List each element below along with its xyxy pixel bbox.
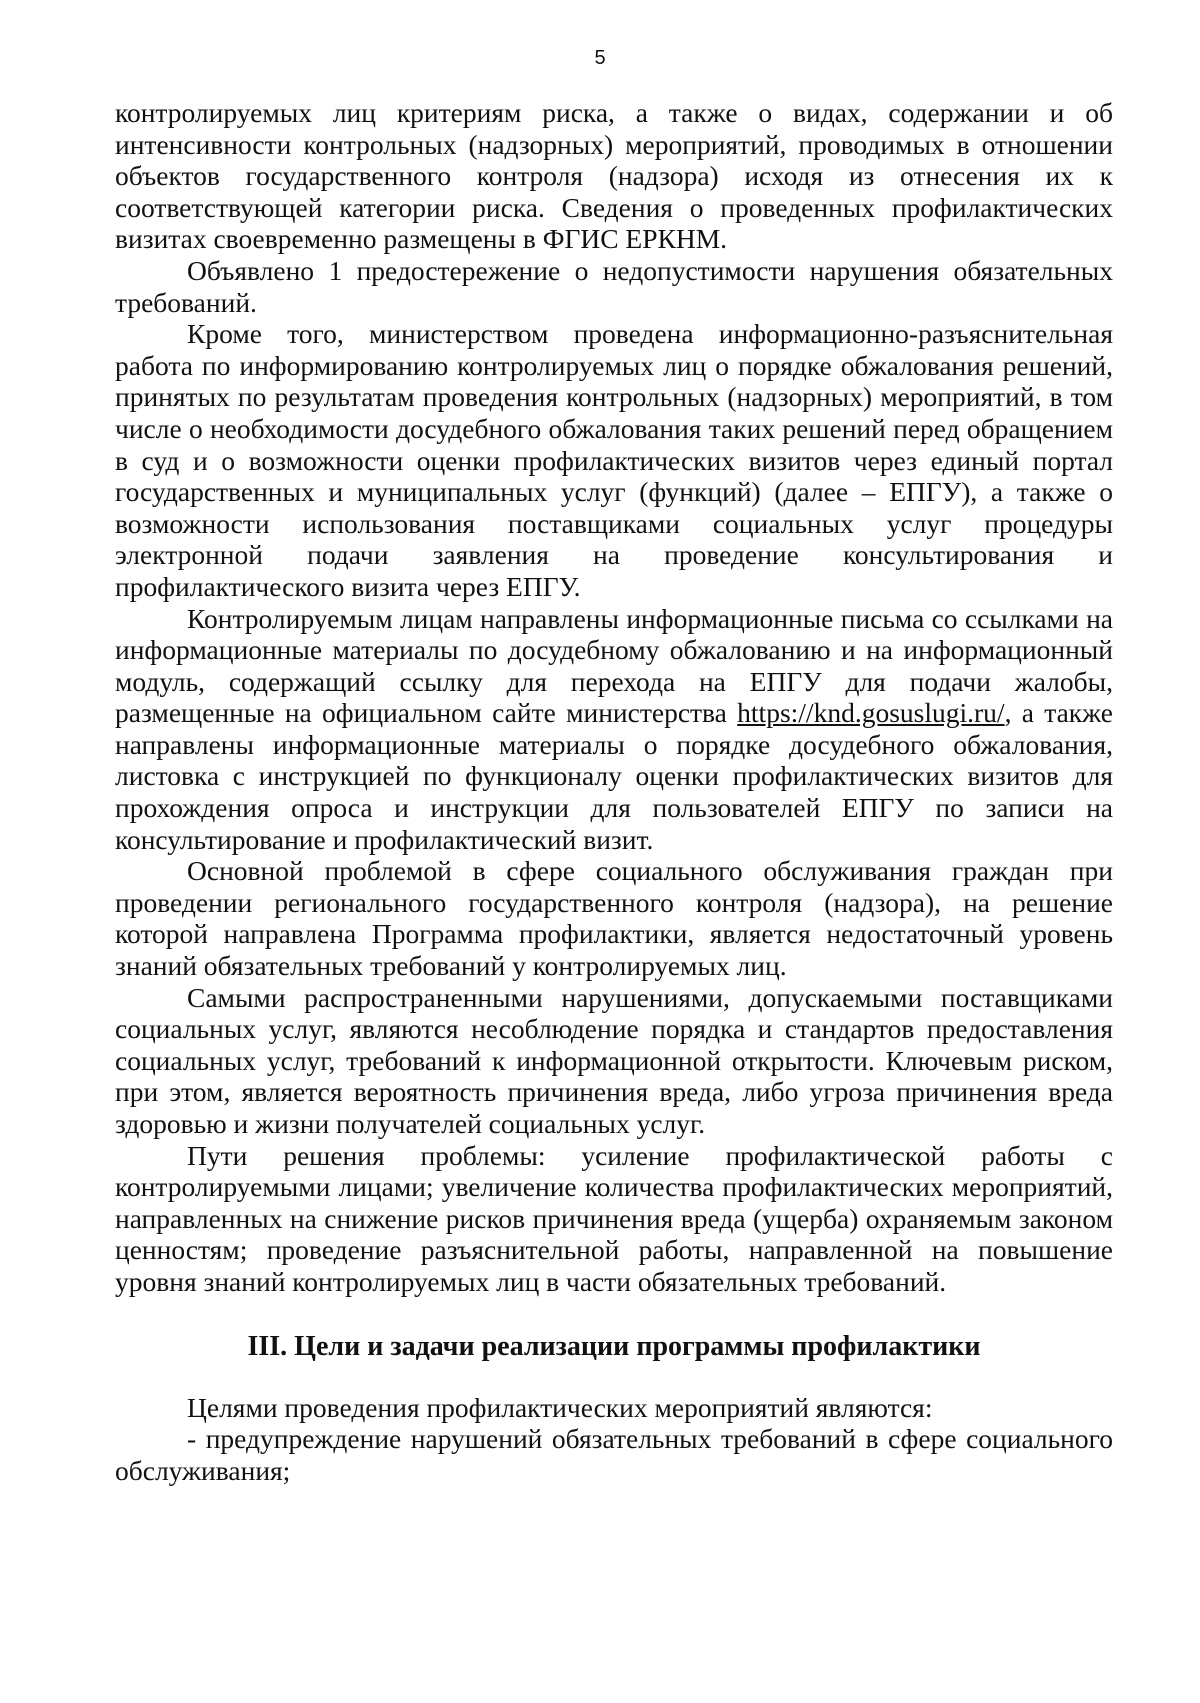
page-number: 5 (594, 47, 606, 69)
goals-list-item: - предупреждение нарушений обязательных требований в сфере социального обслуживания; (115, 1423, 1113, 1486)
paragraph-solutions: Пути решения проблемы: усиление профилактической работы с контролируемыми лицами; увеличение количества профилактических мероприятий, направленных на снижение рисков причинения вреда (ущерба) охраняемым законом ценностям; проведение разъяснительной работы, направленной на повышение уровня знаний контролируемых лиц в части обязательных требований. (115, 1139, 1113, 1297)
document-body (115, 97, 1113, 1486)
paragraph-common-violations: Самыми распространенными нарушениями, допускаемыми поставщиками социальных услуг, являются несоблюдение порядка и стандартов предоставления социальных услуг, требований к информационной открытости. Ключевым риском, при этом, является вероятность причинения вреда, либо угроза причинения вреда здоровью и жизни получателей социальных услуг. (115, 981, 1113, 1139)
knd-gosuslugi-link[interactable]: https://knd.gosuslugi.ru/ (737, 697, 1005, 729)
section-heading-goals: III. Цели и задачи реализации программы профилактики (247, 1330, 981, 1362)
goals-intro: Целями проведения профилактических мероприятий являются: (187, 1391, 933, 1423)
paragraph-main-problem: Основной проблемой в сфере социального обслуживания граждан при проведении регионального государственного контроля (надзора), на решение которой направлена Программа профилактики, является недостаточный уровень знаний обязательных требований у контролируемых лиц. (115, 855, 1113, 982)
paragraph-information-work: Кроме того, министерством проведена информационно-разъяснительная работа по информированию контролируемых лиц о порядке обжалования решений, принятых по результатам проведения контрольных (надзорных) мероприятий, в том числе о необходимости досудебного обжалования таких решений перед обращением в суд и о возможности оценки профилактических визитов через единый портал государственных и муниципальных услуг (функций) (далее – ЕПГУ), а также о возможности использования поставщиками социальных услуг процедуры электронной подачи заявления на проведение консультирования и профилактического визита через ЕПГУ. (115, 318, 1113, 602)
letters-text-before-link: Контролируемым лицам направлены информационные письма со ссылками на информационные материалы по досудебному обжалованию и на информационный модуль, содержащий ссылку для перехода на ЕПГУ для подачи жалобы, размещенные на официальном сайте министерства (115, 602, 1113, 729)
paragraph-information-letters (115, 603, 1113, 856)
paragraph-risk-categories: контролируемых лиц критериям риска, а также о видах, содержании и об интенсивности контрольных (надзорных) мероприятий, проводимых в отношении объектов государственного контроля (надзора) исходя из отнесения их к соответствующей категории риска. Сведения о проведенных профилактических визитах своевременно размещены в ФГИС ЕРКНМ. (115, 97, 1113, 255)
letters-text-after-link: , а также направлены информационные материалы о порядке досудебного обжалования, листовка с инструкцией по функционалу оценки профилактических визитов для прохождения опроса и инструкции для пользователей ЕПГУ по записи на консультирование и профилактический визит. (115, 697, 1113, 855)
paragraph-warning-issued: Объявлено 1 предостережение о недопустимости нарушения обязательных требований. (115, 254, 1113, 318)
